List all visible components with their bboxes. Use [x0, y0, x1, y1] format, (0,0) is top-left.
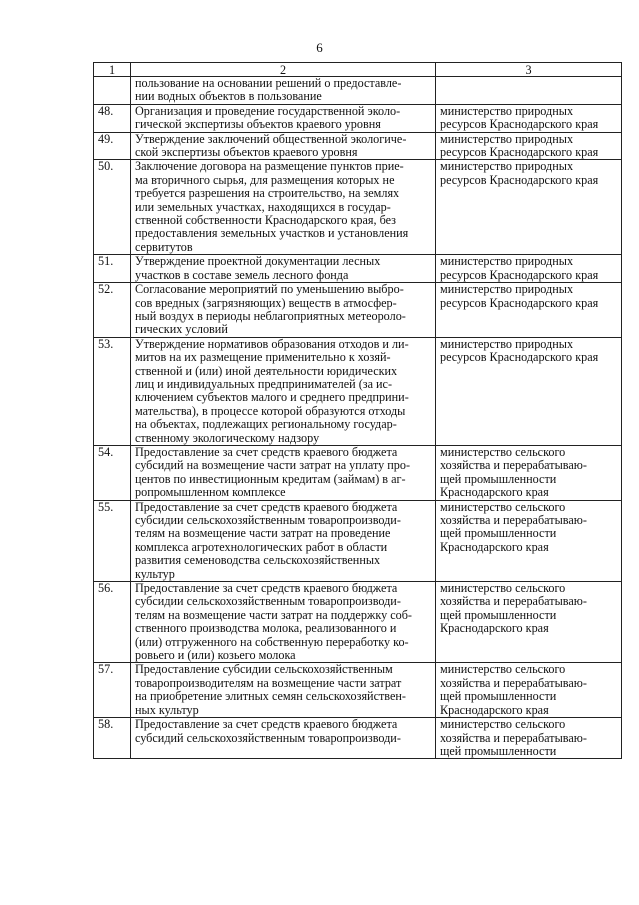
table-row [94, 104, 622, 132]
description-line: ской экспертизы объектов краевого уровня [135, 145, 358, 160]
authority-line: министерство природных [440, 103, 574, 118]
responsible-authority [436, 283, 622, 338]
description-line: Предоставление субсидии сельскохозяйственным [135, 662, 393, 677]
authority-line: Краснодарского края [440, 702, 549, 717]
service-description [131, 104, 436, 132]
description-line: ственной собственности Краснодарского края, без [135, 213, 397, 228]
table-row [94, 500, 622, 581]
authority-line: ресурсов Краснодарского края [440, 172, 599, 187]
description-line: ных культур [135, 702, 199, 717]
authority-line: щей промышленности [440, 743, 557, 758]
authority-line: Краснодарского края [440, 621, 549, 636]
row-number: 56. [94, 582, 131, 663]
responsible-authority [436, 132, 622, 160]
page-number: 6 [316, 40, 323, 55]
description-line: ный воздух в периоды неблагоприятных метеороло- [135, 308, 406, 323]
row-number: 48. [94, 104, 131, 132]
description-line: гической экспертизы объектов краевого уровня [135, 117, 381, 132]
description-line: товаропроизводителям на возмещение части затрат [135, 675, 402, 690]
table-row [94, 132, 622, 160]
description-line: ропромышленном комплексе [135, 485, 286, 500]
description-line: субсидий сельскохозяйственным товаропроизводи- [135, 730, 401, 745]
description-line: на приобретение элитных семян сельскохозяйствен- [135, 689, 406, 704]
description-line: или земельных участках, находящихся в государ- [135, 199, 391, 214]
responsible-authority [436, 718, 622, 759]
description-line: ственного производства молока, реализованного и [135, 621, 397, 636]
description-line: комплекса агротехнологических работ в области [135, 539, 388, 554]
authority-line: министерство природных [440, 159, 574, 174]
authority-line: Краснодарского края [440, 485, 549, 500]
description-line: культур [135, 566, 175, 581]
authority-line: ресурсов Краснодарского края [440, 117, 599, 132]
header-col-3: 3 [436, 63, 622, 77]
description-line: пользование на основании решений о предоставле- [135, 76, 402, 90]
table-row [94, 160, 622, 255]
description-line: лиц и индивидуальных предпринимателей (за ис- [135, 376, 393, 391]
description-line: субсидии сельскохозяйственным товаропроизводи- [135, 594, 401, 609]
description-line: нии водных объектов в пользование [135, 89, 322, 104]
description-line: Предоставление за счет средств краевого бюджета [135, 444, 398, 459]
table-row [94, 663, 622, 718]
description-line: Предоставление за счет средств краевого бюджета [135, 499, 398, 514]
authority-line: министерство природных [440, 254, 574, 269]
service-description [131, 445, 436, 500]
description-line: на объектах, подлежащих региональному государ- [135, 417, 397, 432]
row-number: 50. [94, 160, 131, 255]
authority-line: ресурсов Краснодарского края [440, 295, 599, 310]
description-line: ственному экологическому надзору [135, 430, 320, 445]
service-description [131, 663, 436, 718]
description-line: мательства), в процессе которой образуются отходы [135, 403, 406, 418]
description-line: митов на их размещение применительно к хозяй- [135, 350, 391, 365]
authority-line: хозяйства и перерабатываю- [440, 730, 587, 745]
service-description [131, 582, 436, 663]
service-description [131, 255, 436, 283]
description-line: сервитутов [135, 239, 193, 254]
row-number: 57. [94, 663, 131, 718]
responsible-authority [436, 500, 622, 581]
responsible-authority [436, 337, 622, 445]
service-description [131, 500, 436, 581]
authority-line: министерство природных [440, 282, 574, 297]
row-number: 54. [94, 445, 131, 500]
authority-line: ресурсов Краснодарского края [440, 267, 599, 282]
table-header-row [94, 63, 622, 77]
description-line: субсидий на возмещение части затрат на уплату про- [135, 458, 411, 473]
authority-line: хозяйства и перерабатываю- [440, 594, 587, 609]
description-line: субсидии сельскохозяйственным товаропроизводи- [135, 513, 401, 527]
authority-line: ресурсов Краснодарского края [440, 145, 599, 160]
authority-line: министерство сельского [440, 499, 566, 514]
description-line: ственной и (или) иной деятельности юридических [135, 363, 398, 378]
responsible-authority [436, 77, 622, 105]
table-row [94, 582, 622, 663]
description-line: гических условий [135, 322, 228, 337]
description-line: Заключение договора на размещение пунктов прие- [135, 159, 404, 174]
services-table [93, 62, 622, 759]
description-line: Утверждение нормативов образования отходов и ли- [135, 336, 409, 351]
row-number: 58. [94, 718, 131, 759]
description-line: ключением субъектов малого и среднего предприни- [135, 390, 409, 405]
table-row [94, 718, 622, 759]
authority-line: хозяйства и перерабатываю- [440, 675, 587, 690]
authority-line: министерство природных [440, 336, 574, 351]
authority-line: министерство сельского [440, 717, 566, 732]
row-number: 52. [94, 283, 131, 338]
header-col-2: 2 [131, 63, 436, 77]
description-line: телям на возмещение части затрат на проведение [135, 526, 391, 541]
description-line: ма вторичного сырья, для размещения которых не [135, 172, 395, 187]
responsible-authority [436, 104, 622, 132]
description-line: требуется разрешения на строительство, на землях [135, 186, 400, 201]
service-description [131, 337, 436, 445]
authority-line: министерство сельского [440, 444, 566, 459]
row-number: 51. [94, 255, 131, 283]
description-line: Предоставление за счет средств краевого бюджета [135, 717, 398, 732]
description-line: сов вредных (загрязняющих) веществ в атмосфер- [135, 295, 397, 310]
table-row [94, 283, 622, 338]
table-row [94, 337, 622, 445]
authority-line: министерство природных [440, 131, 574, 146]
description-line: развития семеноводства сельскохозяйственных [135, 553, 381, 568]
service-description [131, 718, 436, 759]
description-line: (или) отгруженного на собственную переработку ко- [135, 634, 409, 649]
authority-line: щей промышленности [440, 526, 557, 541]
description-line: участков в составе земель лесного фонда [135, 267, 349, 282]
row-number: 49. [94, 132, 131, 160]
description-line: Утверждение заключений общественной экологиче- [135, 131, 407, 146]
authority-line: Краснодарского края [440, 539, 549, 554]
authority-line: щей промышленности [440, 607, 557, 622]
row-number: 53. [94, 337, 131, 445]
table-row [94, 445, 622, 500]
service-description [131, 160, 436, 255]
description-line: Утверждение проектной документации лесных [135, 254, 381, 269]
authority-line: хозяйства и перерабатываю- [440, 458, 587, 473]
responsible-authority [436, 582, 622, 663]
description-line: телям на возмещение части затрат на поддержку соб- [135, 607, 412, 622]
authority-line: хозяйства и перерабатываю- [440, 513, 587, 527]
responsible-authority [436, 663, 622, 718]
service-description [131, 77, 436, 105]
row-number: 55. [94, 500, 131, 581]
responsible-authority [436, 160, 622, 255]
table-row [94, 255, 622, 283]
authority-line: щей промышленности [440, 689, 557, 704]
authority-line: министерство сельского [440, 581, 566, 596]
table-row [94, 77, 622, 105]
description-line: центов по инвестиционным кредитам (займам) в аг- [135, 471, 406, 486]
description-line: предоставления земельных участков и установления [135, 226, 409, 241]
authority-line: министерство сельского [440, 662, 566, 677]
service-description [131, 283, 436, 338]
description-line: Организация и проведение государственной эколо- [135, 103, 401, 118]
responsible-authority [436, 255, 622, 283]
description-line: Предоставление за счет средств краевого бюджета [135, 581, 398, 596]
responsible-authority [436, 445, 622, 500]
description-line: ровьего и (или) козьего молока [135, 648, 296, 663]
header-col-1: 1 [94, 63, 131, 77]
description-line: Согласование мероприятий по уменьшению выбро- [135, 282, 404, 297]
authority-line: ресурсов Краснодарского края [440, 350, 599, 365]
row-number [94, 77, 131, 105]
service-description [131, 132, 436, 160]
authority-line: щей промышленности [440, 471, 557, 486]
